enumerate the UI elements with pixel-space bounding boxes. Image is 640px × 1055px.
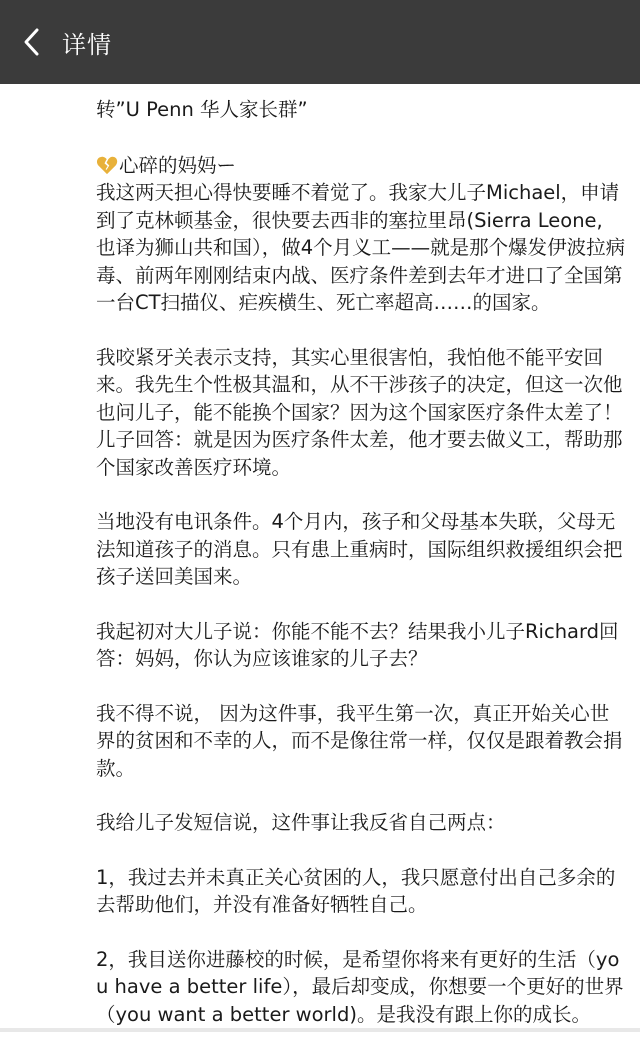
article-body <box>96 96 626 1055</box>
paragraph-2: 我咬紧牙关表示支持，其实心里很害怕，我怕他不能平安回来。我先生个性极其温和，从不干涉孩子的决定，但这一次他也问儿子，能不能换个国家？因为这个国家医疗条件太差了！儿子回答：就是因为医疗条件太差，他才要去做义工，帮助那个国家改善医疗环境。 <box>96 344 626 482</box>
author-line <box>96 152 626 180</box>
bottom-divider <box>0 1028 640 1032</box>
back-button[interactable] <box>2 0 62 84</box>
paragraph-5: 我不得不说， 因为这件事，我平生第一次，真正开始关心世界的贫困和不幸的人，而不是像往常一样，仅仅是跟着教会捐款。 <box>96 700 626 783</box>
broken-heart-icon <box>96 155 118 175</box>
chevron-left-icon <box>21 27 43 57</box>
page-title: 详情 <box>62 25 112 60</box>
paragraph-4: 我起初对大儿子说：你能不能不去？结果我小儿子Richard回答：妈妈，你认为应该谁家的儿子去？ <box>96 618 626 673</box>
paragraph-1: 我这两天担心得快要睡不着觉了。我家大儿子Michael，申请到了克林顿基金，很快要去西非的塞拉里昂(Sierra Leone, 也译为狮山共和国），做4个月义工——就是那个爆发伊波拉病毒、前两年刚刚结束内战、医疗条件差到去年才进口了全国第一台CT扫描仪、疟疾横生、死亡率超高……的国家。 <box>96 179 626 317</box>
top-navigation-bar <box>0 0 640 84</box>
forward-source-line: 转”U Penn 华人家长群” <box>96 96 626 124</box>
paragraph-7: 1，我过去并未真正关心贫困的人，我只愿意付出自己多余的去帮助他们，并没有准备好牺牲自己。 <box>96 864 626 919</box>
author-label: 心碎的妈妈ー <box>119 152 236 180</box>
paragraph-6: 我给儿子发短信说，这件事让我反省自己两点： <box>96 809 626 837</box>
paragraph-3: 当地没有电讯条件。4个月内，孩子和父母基本失联，父母无法知道孩子的消息。只有患上重病时，国际组织救援组织会把孩子送回美国来。 <box>96 508 626 591</box>
paragraph-8: 2，我目送你进藤校的时候，是希望你将来有更好的生活（you have a better life），最后却变成，你想要一个更好的世界（you want a better world)。是我没有跟上你的成长。 <box>96 946 626 1029</box>
